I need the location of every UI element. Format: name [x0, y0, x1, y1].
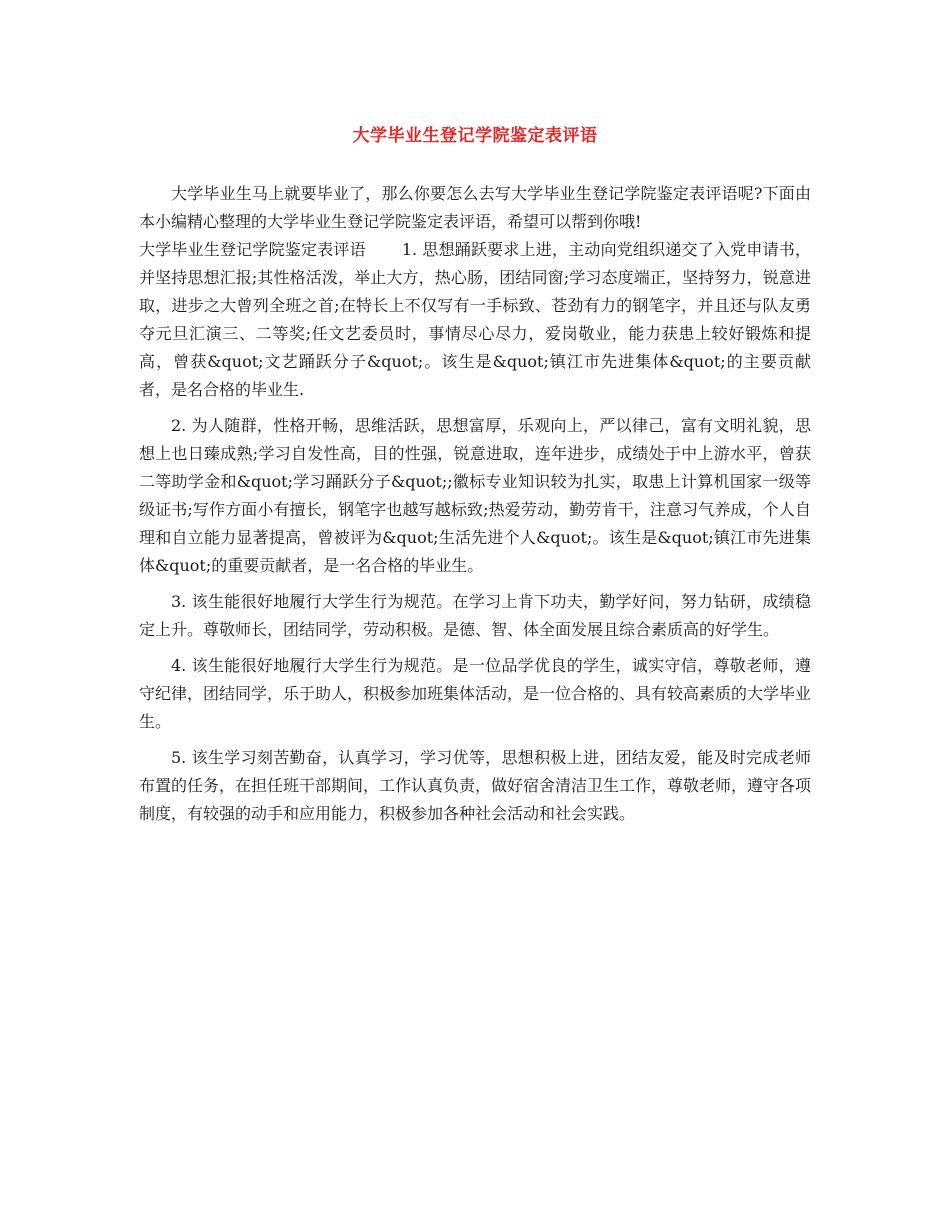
- document-body: [139, 180, 811, 828]
- list-item-5: 5. 该生学习刻苦勤奋，认真学习，学习优等，思想积极上进，团结友爱，能及时完成老师布置的任务，在担任班干部期间，工作认真负责，做好宿舍清洁卫生工作，尊敬老师，遵守各项制度，有较强的动手和应用能力，积极参加各种社会活动和社会实践。: [139, 748, 812, 823]
- document-title: 大学毕业生登记学院鉴定表评语: [352, 126, 598, 146]
- list-item-1: [139, 236, 811, 404]
- section-heading: 大学毕业生登记学院鉴定表评语: [139, 240, 366, 259]
- list-item-1-text: 1. 思想踊跃要求上进，主动向党组织递交了入党申请书，并坚持思想汇报;其性格活泼，举止大方，热心肠，团结同窗;学习态度端正，坚持努力，锐意进取，进步之大曾列全班之首;在特长上不仅写有一手标致、苍劲有力的钢笔字，并且还与队友勇夺元旦汇演三、二等奖;任文艺委员时，事情尽心尽力，爱岗敬业，能力获患上较好锻炼和提高，曾获&quot;文艺踊跃分子&quot;。该生是&quot;镇江市先进集体&quot;的主要贡献者，是名合格的毕业生.: [139, 240, 811, 399]
- list-item-2: 2. 为人随群，性格开畅，思维活跃，思想富厚，乐观向上，严以律己，富有文明礼貌，思想上也日臻成熟;学习自发性高，目的性强，锐意进取，连年进步，成绩处于中上游水平，曾获二等助学金和&quot;学习踊跃分子&quot;;徽标专业知识较为扎实，取患上计算机国家一级等级证书;写作方面小有擅长，钢笔字也越写越标致;热爱劳动，勤劳肯干，注意习气养成，个人自理和自立能力显著提高，曾被评为&quot;生活先进个人&quot;。该生是&quot;镇江市先进集体&quot;的重要贡献者，是一名合格的毕业生。: [139, 416, 811, 575]
- list-item-3: 3. 该生能很好地履行大学生行为规范。在学习上肯下功夫，勤学好问，努力钻研，成绩稳定上升。尊敬师长，团结同学，劳动积极。是德、智、体全面发展且综合素质高的好学生。: [139, 592, 811, 639]
- list-item-4: 4. 该生能很好地履行大学生行为规范。是一位品学优良的学生，诚实守信，尊敬老师，遵守纪律，团结同学，乐于助人，积极参加班集体活动，是一位合格的、具有较高素质的大学毕业生。: [139, 656, 812, 731]
- intro-paragraph: 大学毕业生马上就要毕业了，那么你要怎么去写大学毕业生登记学院鉴定表评语呢?下面由本小编精心整理的大学毕业生登记学院鉴定表评语，希望可以帮到你哦!: [139, 184, 811, 231]
